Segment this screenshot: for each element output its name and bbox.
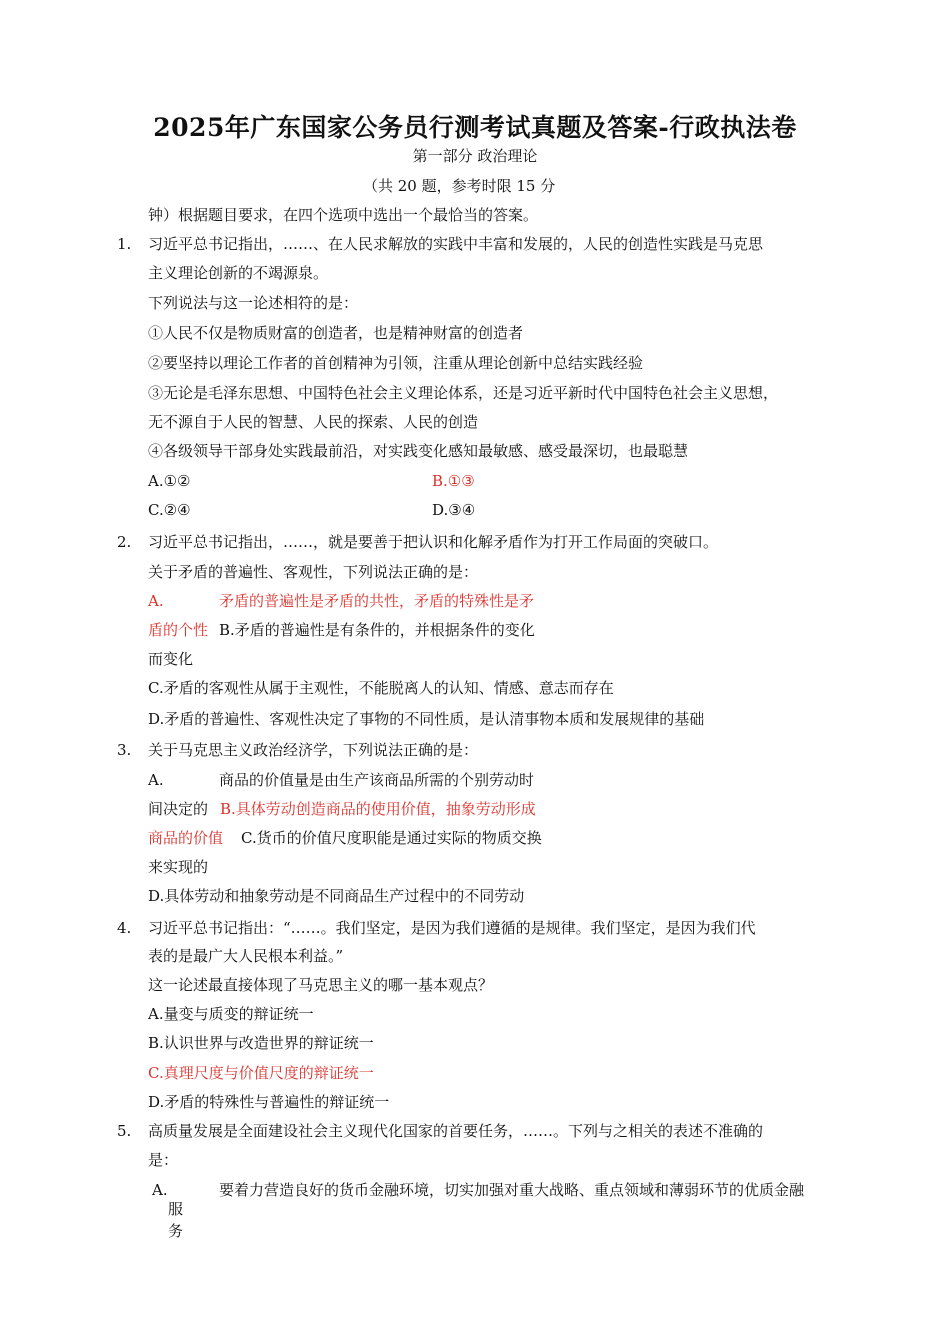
- q1-statement-4: ④各级领导干部身处实践最前沿，对实践变化感知最敏感、感受最深切，也最聪慧: [148, 442, 689, 460]
- q2-option-a-answer-cont: 盾的个性: [148, 621, 209, 639]
- question-number-1: 1.: [117, 235, 132, 253]
- q5-option-a-cont-2: 务: [168, 1222, 184, 1240]
- q1-stem-line-2: 主义理论创新的不竭源泉。: [148, 264, 329, 282]
- q2-option-a-label: A.: [148, 592, 164, 610]
- q1-option-a: A.①②: [148, 472, 191, 490]
- q3-option-b-answer: B.具体劳动创造商品的使用价值，抽象劳动形成: [220, 800, 536, 818]
- q4-prompt: 这一论述最直接体现了马克思主义的哪一基本观点？: [148, 976, 494, 994]
- q2-stem: 习近平总书记指出，……，就是要善于把认识和化解矛盾作为打开工作局面的突破口。: [148, 533, 719, 551]
- q3-option-a-label: A.: [148, 771, 164, 789]
- q4-stem-line-2: 表的是最广大人民根本利益。”: [148, 947, 344, 965]
- section-heading: 第一部分 政治理论: [412, 147, 538, 165]
- q1-statement-1: ①人民不仅是物质财富的创造者，也是精神财富的创造者: [148, 324, 524, 342]
- page-title: 2025年广东国家公务员行测考试真题及答案-行政执法卷: [153, 113, 797, 142]
- q5-stem-line-2: 是：: [148, 1151, 179, 1169]
- q1-option-d: D.③④: [432, 501, 476, 519]
- question-number-4: 4.: [117, 919, 132, 937]
- q1-statement-2: ②要坚持以理论工作者的首创精神为引领，注重从理论创新中总结实践经验: [148, 354, 644, 372]
- q1-option-c: C.②④: [148, 501, 191, 519]
- q1-statement-3: ③无论是毛泽东思想、中国特色社会主义理论体系，还是习近平新时代中国特色社会主义思想，: [148, 384, 779, 402]
- q3-option-a-cont: 间决定的: [148, 800, 209, 818]
- instructions-line-2: 钟）根据题目要求，在四个选项中选出一个最恰当的答案。: [148, 206, 539, 224]
- q2-prompt: 关于矛盾的普遍性、客观性，下列说法正确的是：: [148, 563, 479, 581]
- q5-option-a: 要着力营造良好的货币金融环境，切实加强对重大战略、重点领域和薄弱环节的优质金融: [219, 1181, 805, 1199]
- q2-option-c: C.矛盾的客观性从属于主观性，不能脱离人的认知、情感、意志而存在: [148, 679, 614, 697]
- q4-option-c-answer: C.真理尺度与价值尺度的辩证统一: [148, 1064, 374, 1082]
- q5-option-a-label: A.: [152, 1181, 168, 1199]
- question-number-2: 2.: [117, 533, 132, 551]
- q3-stem: 关于马克思主义政治经济学，下列说法正确的是：: [148, 741, 479, 759]
- q5-stem-line-1: 高质量发展是全面建设社会主义现代化国家的首要任务，……。下列与之相关的表述不准确的: [148, 1122, 764, 1140]
- q3-option-d: D.具体劳动和抽象劳动是不同商品生产过程中的不同劳动: [148, 887, 525, 905]
- q1-statement-3-cont: 无不源自于人民的智慧、人民的探索、人民的创造: [148, 413, 479, 431]
- q3-option-c: C.货币的价值尺度职能是通过实际的物质交换: [241, 829, 542, 847]
- q2-option-b-cont: 而变化: [148, 650, 194, 668]
- q5-option-a-cont-1: 服: [168, 1200, 184, 1218]
- q1-prompt: 下列说法与这一论述相符的是：: [148, 294, 359, 312]
- q2-option-a-answer: 矛盾的普遍性是矛盾的共性，矛盾的特殊性是矛: [219, 592, 535, 610]
- q2-option-d: D.矛盾的普遍性、客观性决定了事物的不同性质，是认清事物本质和发展规律的基础: [148, 710, 705, 728]
- q4-option-b: B.认识世界与改造世界的辩证统一: [148, 1034, 374, 1052]
- q1-stem-line-1: 习近平总书记指出，……、在人民求解放的实践中丰富和发展的，人民的创造性实践是马克思: [148, 235, 764, 253]
- q2-option-b: B.矛盾的普遍性是有条件的，并根据条件的变化: [219, 621, 535, 639]
- instructions-line-1: （共 20 题，参考时限 15 分: [363, 177, 556, 195]
- q3-option-b-answer-cont: 商品的价值: [148, 829, 224, 847]
- q4-stem-line-1: 习近平总书记指出：“……。我们坚定，是因为我们遵循的是规律。我们坚定，是因为我们代: [148, 919, 756, 937]
- q3-option-a: 商品的价值量是由生产该商品所需的个别劳动时: [219, 771, 535, 789]
- q1-option-b-answer: B.①③: [432, 472, 475, 490]
- q4-option-d: D.矛盾的特殊性与普遍性的辩证统一: [148, 1093, 390, 1111]
- q4-option-a: A.量变与质变的辩证统一: [148, 1005, 314, 1023]
- question-number-5: 5.: [117, 1122, 132, 1140]
- q3-option-c-cont: 来实现的: [148, 858, 209, 876]
- question-number-3: 3.: [117, 741, 132, 759]
